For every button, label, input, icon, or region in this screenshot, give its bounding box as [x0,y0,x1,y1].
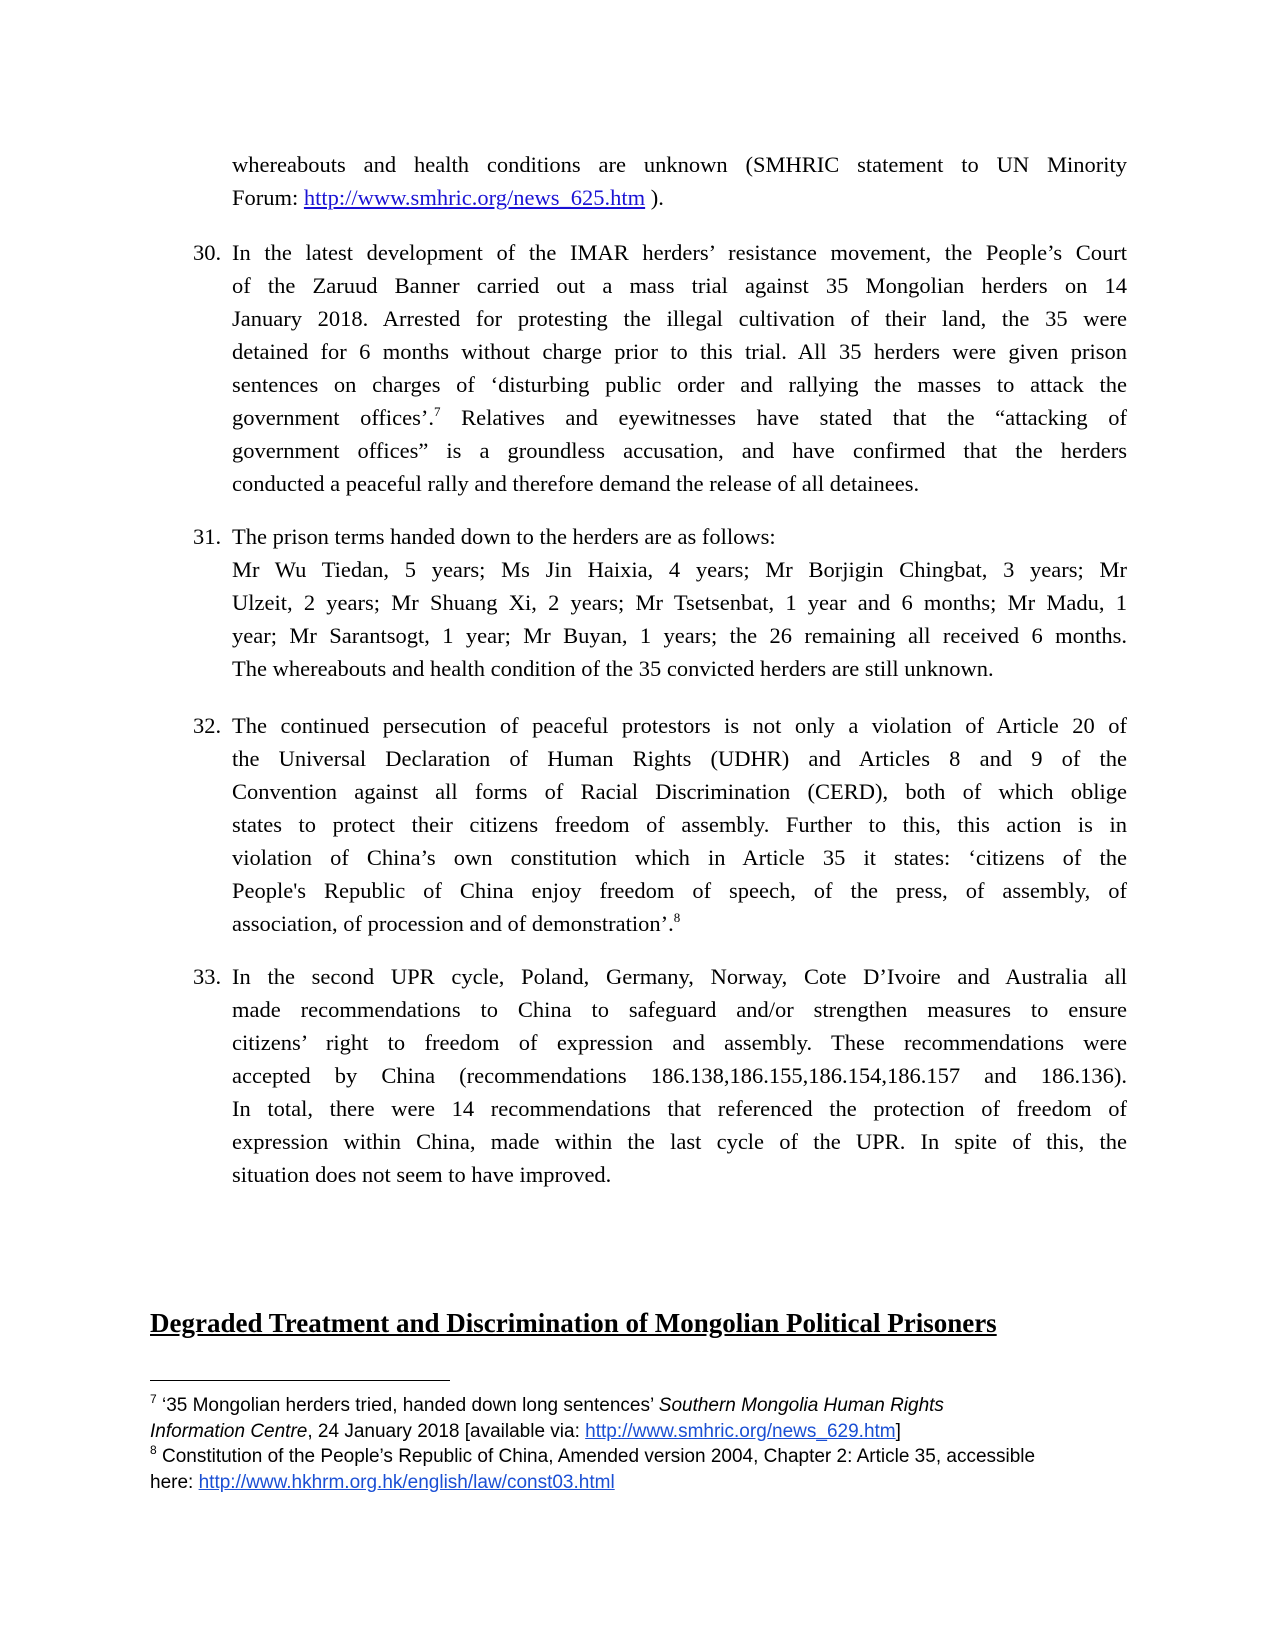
text-fragment: Forum: [232,185,304,210]
text-line: In the latest development of the IMAR herders’ resistance movement, the People’s Court [232,240,1127,265]
smhric-news-629-link[interactable]: http://www.smhric.org/news_629.htm [585,1420,896,1442]
footnote-ref-7[interactable]: 7 [434,404,441,419]
footnote-mark: 7 [150,1392,157,1406]
text-line: the Universal Declaration of Human Rights (UDHR) and Articles 8 and 9 of the [232,746,1127,771]
paragraph-30 [193,236,1127,500]
text-line: Mr Wu Tiedan, 5 years; Ms Jin Haixia, 4 years; Mr Borjigin Chingbat, 3 years; Mr [232,557,1127,582]
footnote-7-line [150,1393,1130,1419]
text-line: detained for 6 months without charge prior to this trial. All 35 herders were given prison [232,339,1127,364]
text-line: In the second UPR cycle, Poland, Germany, Norway, Cote D’Ivoire and Australia all [232,964,1127,989]
text-line: accepted by China (recommendations 186.138,186.155,186.154,186.157 and 186.136). [232,1063,1127,1088]
text-line [232,401,1127,434]
footnote-mark: 8 [150,1443,157,1457]
text-line: The continued persecution of peaceful protestors is not only a violation of Article 20 of [232,713,1127,738]
paragraph-number: 31. [193,524,222,549]
text-fragment: Information Centre [150,1420,308,1442]
text-line: government offices” is a groundless accusation, and have confirmed that the herders [232,438,1127,463]
paragraph-33 [193,960,1127,1191]
text-fragment: government offices’. [232,405,434,430]
text-line: sentences on charges of ‘disturbing public order and rallying the masses to attack the [232,372,1127,397]
text-fragment: ‘35 Mongolian herders tried, handed down long sentences’ [156,1395,659,1416]
text-line: of the Zaruud Banner carried out a mass trial against 35 Mongolian herders on 14 [232,273,1127,298]
footnote-ref-8[interactable]: 8 [673,910,681,925]
footnotes [150,1393,1130,1495]
paragraph-number: 33. [193,964,222,989]
footnote-7-line [150,1419,1130,1445]
text-line: violation of China’s own constitution which in Article 35 it states: ‘citizens of the [232,845,1127,870]
footnote-8-line [150,1444,1130,1470]
text-line: year; Mr Sarantsogt, 1 year; Mr Buyan, 1 years; the 26 remaining all received 6 months. [232,623,1127,648]
paragraph-number: 30. [193,240,222,265]
text-line: whereabouts and health conditions are unknown (SMHRIC statement to UN Minority [232,152,1127,177]
text-line: Ulzeit, 2 years; Mr Shuang Xi, 2 years; Mr Tsetsenbat, 1 year and 6 months; Mr Madu, 1 [232,590,1127,615]
text-fragment: , 24 January 2018 [available via: [307,1420,586,1442]
text-line: expression within China, made within the last cycle of the UPR. In spite of this, the [232,1129,1127,1154]
text-line: made recommendations to China to safeguard and/or strengthen measures to ensure [232,997,1127,1022]
text-line: citizens’ right to freedom of expression and assembly. These recommendations were [232,1030,1127,1055]
text-fragment: association, of procession and of demonstration’. [232,911,674,936]
text-line [232,181,1127,214]
text-line: The whereabouts and health condition of the 35 convicted herders are still unknown. [232,656,994,681]
hkhrm-constitution-link[interactable]: http://www.hkhrm.org.hk/english/law/const03.html [198,1471,615,1493]
text-line: The prison terms handed down to the herders are as follows: [232,524,776,549]
paragraph-32 [193,709,1127,940]
text-line: Convention against all forms of Racial Discrimination (CERD), both of which oblige [232,779,1127,804]
text-line [232,907,1127,940]
text-line: People's Republic of China enjoy freedom of speech, of the press, of assembly, of [232,878,1127,903]
text-line: In total, there were 14 recommendations that referenced the protection of freedom of [232,1096,1127,1121]
text-fragment: Constitution of the People’s Republic of China, Amended version 2004, Chapter 2: Article 35, accessible [156,1446,1036,1467]
text-fragment: ). [645,185,664,210]
smhric-news-625-link[interactable]: http://www.smhric.org/news_625.htm [303,185,646,210]
paragraph-number: 32. [193,713,222,738]
footnote-separator [150,1380,450,1381]
text-line: states to protect their citizens freedom of assembly. Further to this, this action is in [232,812,1127,837]
paragraph-29-continuation [232,148,1127,214]
text-fragment: ] [895,1420,901,1442]
text-line: situation does not seem to have improved. [232,1162,612,1187]
text-line: January 2018. Arrested for protesting the illegal cultivation of their land, the 35 were [232,306,1127,331]
section-heading: Degraded Treatment and Discrimination of Mongolian Political Prisoners [150,1308,997,1338]
text-fragment: here: [150,1471,199,1493]
paragraph-31 [193,520,1127,685]
text-line: conducted a peaceful rally and therefore demand the release of all detainees. [232,471,920,496]
footnote-8-line [150,1470,1130,1496]
text-fragment: Southern Mongolia Human Rights [658,1395,944,1416]
text-fragment: Relatives and eyewitnesses have stated that the “attacking of [440,405,1127,430]
